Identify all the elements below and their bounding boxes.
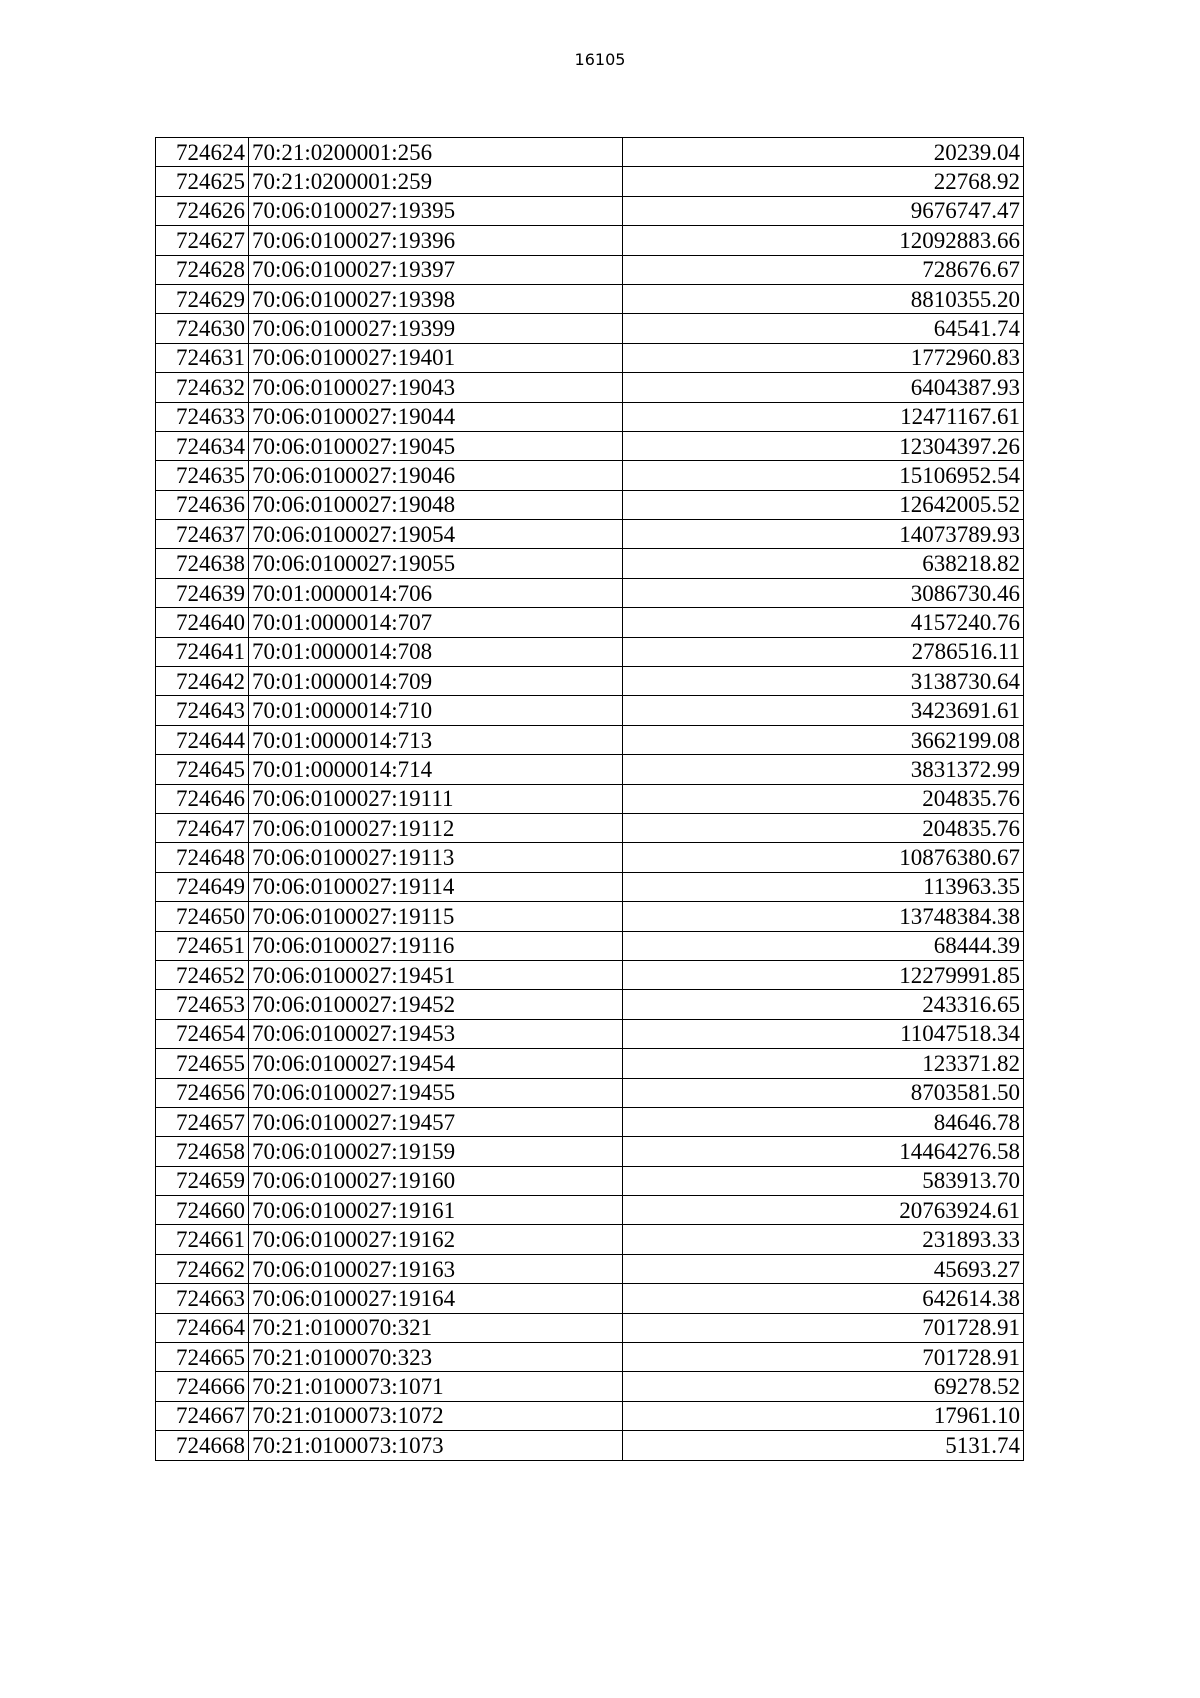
cadastral-number-cell: 70:01:0000014:713 bbox=[249, 725, 623, 754]
value-cell: 642614.38 bbox=[623, 1284, 1024, 1313]
value-cell: 14073789.93 bbox=[623, 520, 1024, 549]
row-id-cell: 724636 bbox=[156, 490, 249, 519]
value-cell: 113963.35 bbox=[623, 872, 1024, 901]
row-id-cell: 724626 bbox=[156, 196, 249, 225]
value-cell: 3086730.46 bbox=[623, 578, 1024, 607]
value-cell: 15106952.54 bbox=[623, 461, 1024, 490]
row-id-cell: 724624 bbox=[156, 138, 249, 167]
value-cell: 69278.52 bbox=[623, 1372, 1024, 1401]
value-cell: 8810355.20 bbox=[623, 284, 1024, 313]
table-row bbox=[156, 1078, 1024, 1107]
value-cell: 4157240.76 bbox=[623, 608, 1024, 637]
cadastral-number-cell: 70:06:0100027:19457 bbox=[249, 1107, 623, 1136]
table-row bbox=[156, 549, 1024, 578]
value-cell: 1772960.83 bbox=[623, 343, 1024, 372]
cadastral-number-cell: 70:01:0000014:710 bbox=[249, 696, 623, 725]
cadastral-number-cell: 70:01:0000014:714 bbox=[249, 755, 623, 784]
table-row bbox=[156, 343, 1024, 372]
cadastral-number-cell: 70:06:0100027:19162 bbox=[249, 1225, 623, 1254]
value-cell: 9676747.47 bbox=[623, 196, 1024, 225]
cadastral-number-cell: 70:06:0100027:19115 bbox=[249, 902, 623, 931]
table-row bbox=[156, 226, 1024, 255]
table-row bbox=[156, 490, 1024, 519]
row-id-cell: 724662 bbox=[156, 1254, 249, 1283]
table-row bbox=[156, 1196, 1024, 1225]
value-cell: 84646.78 bbox=[623, 1107, 1024, 1136]
row-id-cell: 724663 bbox=[156, 1284, 249, 1313]
table-row bbox=[156, 255, 1024, 284]
row-id-cell: 724627 bbox=[156, 226, 249, 255]
table-row bbox=[156, 784, 1024, 813]
row-id-cell: 724643 bbox=[156, 696, 249, 725]
value-cell: 10876380.67 bbox=[623, 843, 1024, 872]
cadastral-number-cell: 70:21:0200001:259 bbox=[249, 167, 623, 196]
row-id-cell: 724665 bbox=[156, 1343, 249, 1372]
table-row bbox=[156, 755, 1024, 784]
row-id-cell: 724632 bbox=[156, 373, 249, 402]
value-cell: 11047518.34 bbox=[623, 1019, 1024, 1048]
value-cell: 3662199.08 bbox=[623, 725, 1024, 754]
table-row bbox=[156, 813, 1024, 842]
cadastral-number-cell: 70:21:0100073:1071 bbox=[249, 1372, 623, 1401]
table-row bbox=[156, 314, 1024, 343]
table-row bbox=[156, 902, 1024, 931]
value-cell: 22768.92 bbox=[623, 167, 1024, 196]
cadastral-number-cell: 70:06:0100027:19454 bbox=[249, 1049, 623, 1078]
value-cell: 8703581.50 bbox=[623, 1078, 1024, 1107]
table-row bbox=[156, 1166, 1024, 1195]
table-row bbox=[156, 1254, 1024, 1283]
row-id-cell: 724658 bbox=[156, 1137, 249, 1166]
row-id-cell: 724637 bbox=[156, 520, 249, 549]
table-row bbox=[156, 1019, 1024, 1048]
row-id-cell: 724654 bbox=[156, 1019, 249, 1048]
table-row bbox=[156, 284, 1024, 313]
row-id-cell: 724657 bbox=[156, 1107, 249, 1136]
cadastral-number-cell: 70:06:0100027:19451 bbox=[249, 960, 623, 989]
value-cell: 12092883.66 bbox=[623, 226, 1024, 255]
table-row bbox=[156, 1372, 1024, 1401]
table-row bbox=[156, 1225, 1024, 1254]
cadastral-number-cell: 70:01:0000014:708 bbox=[249, 637, 623, 666]
cadastral-number-cell: 70:01:0000014:706 bbox=[249, 578, 623, 607]
value-cell: 2786516.11 bbox=[623, 637, 1024, 666]
cadastral-number-cell: 70:06:0100027:19113 bbox=[249, 843, 623, 872]
value-cell: 3138730.64 bbox=[623, 667, 1024, 696]
value-cell: 20239.04 bbox=[623, 138, 1024, 167]
value-cell: 64541.74 bbox=[623, 314, 1024, 343]
cadastral-number-cell: 70:06:0100027:19048 bbox=[249, 490, 623, 519]
value-cell: 204835.76 bbox=[623, 784, 1024, 813]
value-cell: 701728.91 bbox=[623, 1343, 1024, 1372]
row-id-cell: 724635 bbox=[156, 461, 249, 490]
cadastral-number-cell: 70:21:0100073:1073 bbox=[249, 1431, 623, 1460]
cadastral-number-cell: 70:06:0100027:19395 bbox=[249, 196, 623, 225]
cadastral-number-cell: 70:06:0100027:19046 bbox=[249, 461, 623, 490]
row-id-cell: 724667 bbox=[156, 1401, 249, 1430]
row-id-cell: 724660 bbox=[156, 1196, 249, 1225]
cadastral-number-cell: 70:06:0100027:19112 bbox=[249, 813, 623, 842]
cadastral-number-cell: 70:06:0100027:19160 bbox=[249, 1166, 623, 1195]
row-id-cell: 724649 bbox=[156, 872, 249, 901]
row-id-cell: 724628 bbox=[156, 255, 249, 284]
value-cell: 45693.27 bbox=[623, 1254, 1024, 1283]
cadastral-number-cell: 70:06:0100027:19159 bbox=[249, 1137, 623, 1166]
table-row bbox=[156, 608, 1024, 637]
cadastral-number-cell: 70:06:0100027:19116 bbox=[249, 931, 623, 960]
table-row bbox=[156, 1107, 1024, 1136]
value-cell: 12471167.61 bbox=[623, 402, 1024, 431]
table-row bbox=[156, 1049, 1024, 1078]
value-cell: 5131.74 bbox=[623, 1431, 1024, 1460]
row-id-cell: 724666 bbox=[156, 1372, 249, 1401]
row-id-cell: 724648 bbox=[156, 843, 249, 872]
cadastral-number-cell: 70:06:0100027:19055 bbox=[249, 549, 623, 578]
row-id-cell: 724668 bbox=[156, 1431, 249, 1460]
value-cell: 12642005.52 bbox=[623, 490, 1024, 519]
table-row bbox=[156, 373, 1024, 402]
cadastral-number-cell: 70:06:0100027:19399 bbox=[249, 314, 623, 343]
cadastral-number-cell: 70:21:0100070:323 bbox=[249, 1343, 623, 1372]
value-cell: 583913.70 bbox=[623, 1166, 1024, 1195]
value-cell: 231893.33 bbox=[623, 1225, 1024, 1254]
cadastral-number-cell: 70:06:0100027:19114 bbox=[249, 872, 623, 901]
table-row bbox=[156, 461, 1024, 490]
table-row bbox=[156, 1313, 1024, 1342]
cadastral-number-cell: 70:06:0100027:19043 bbox=[249, 373, 623, 402]
cadastral-number-cell: 70:01:0000014:709 bbox=[249, 667, 623, 696]
cadastral-number-cell: 70:06:0100027:19054 bbox=[249, 520, 623, 549]
table-row bbox=[156, 167, 1024, 196]
cadastral-number-cell: 70:06:0100027:19111 bbox=[249, 784, 623, 813]
cadastral-number-cell: 70:06:0100027:19045 bbox=[249, 431, 623, 460]
row-id-cell: 724650 bbox=[156, 902, 249, 931]
row-id-cell: 724625 bbox=[156, 167, 249, 196]
cadastral-number-cell: 70:21:0100070:321 bbox=[249, 1313, 623, 1342]
value-cell: 68444.39 bbox=[623, 931, 1024, 960]
cadastral-number-cell: 70:06:0100027:19164 bbox=[249, 1284, 623, 1313]
row-id-cell: 724659 bbox=[156, 1166, 249, 1195]
value-cell: 12304397.26 bbox=[623, 431, 1024, 460]
table-row bbox=[156, 990, 1024, 1019]
table-row bbox=[156, 520, 1024, 549]
row-id-cell: 724645 bbox=[156, 755, 249, 784]
cadastral-number-cell: 70:06:0100027:19401 bbox=[249, 343, 623, 372]
cadastral-number-cell: 70:06:0100027:19396 bbox=[249, 226, 623, 255]
row-id-cell: 724653 bbox=[156, 990, 249, 1019]
row-id-cell: 724646 bbox=[156, 784, 249, 813]
table-row bbox=[156, 872, 1024, 901]
value-cell: 638218.82 bbox=[623, 549, 1024, 578]
cadastral-number-cell: 70:06:0100027:19161 bbox=[249, 1196, 623, 1225]
row-id-cell: 724656 bbox=[156, 1078, 249, 1107]
table-row bbox=[156, 637, 1024, 666]
cadastral-number-cell: 70:21:0100073:1072 bbox=[249, 1401, 623, 1430]
table-row bbox=[156, 960, 1024, 989]
cadastral-number-cell: 70:06:0100027:19163 bbox=[249, 1254, 623, 1283]
cadastral-number-cell: 70:06:0100027:19044 bbox=[249, 402, 623, 431]
table-row bbox=[156, 667, 1024, 696]
row-id-cell: 724647 bbox=[156, 813, 249, 842]
cadastral-number-cell: 70:06:0100027:19455 bbox=[249, 1078, 623, 1107]
value-cell: 123371.82 bbox=[623, 1049, 1024, 1078]
value-cell: 3831372.99 bbox=[623, 755, 1024, 784]
table-row bbox=[156, 843, 1024, 872]
table-row bbox=[156, 431, 1024, 460]
value-cell: 17961.10 bbox=[623, 1401, 1024, 1430]
row-id-cell: 724633 bbox=[156, 402, 249, 431]
value-cell: 243316.65 bbox=[623, 990, 1024, 1019]
cadastral-number-cell: 70:21:0200001:256 bbox=[249, 138, 623, 167]
value-cell: 728676.67 bbox=[623, 255, 1024, 284]
value-cell: 14464276.58 bbox=[623, 1137, 1024, 1166]
value-cell: 20763924.61 bbox=[623, 1196, 1024, 1225]
value-cell: 12279991.85 bbox=[623, 960, 1024, 989]
cadastral-value-table bbox=[155, 137, 1024, 1461]
cadastral-number-cell: 70:06:0100027:19398 bbox=[249, 284, 623, 313]
row-id-cell: 724639 bbox=[156, 578, 249, 607]
row-id-cell: 724651 bbox=[156, 931, 249, 960]
table-row bbox=[156, 1401, 1024, 1430]
table-row bbox=[156, 931, 1024, 960]
row-id-cell: 724655 bbox=[156, 1049, 249, 1078]
value-cell: 204835.76 bbox=[623, 813, 1024, 842]
cadastral-number-cell: 70:06:0100027:19452 bbox=[249, 990, 623, 1019]
page-number: 16105 bbox=[574, 50, 626, 69]
row-id-cell: 724631 bbox=[156, 343, 249, 372]
row-id-cell: 724634 bbox=[156, 431, 249, 460]
table-row bbox=[156, 725, 1024, 754]
row-id-cell: 724638 bbox=[156, 549, 249, 578]
value-cell: 13748384.38 bbox=[623, 902, 1024, 931]
table-row bbox=[156, 1284, 1024, 1313]
row-id-cell: 724652 bbox=[156, 960, 249, 989]
row-id-cell: 724629 bbox=[156, 284, 249, 313]
table-row bbox=[156, 1137, 1024, 1166]
value-cell: 701728.91 bbox=[623, 1313, 1024, 1342]
table-row bbox=[156, 1343, 1024, 1372]
row-id-cell: 724664 bbox=[156, 1313, 249, 1342]
table-row bbox=[156, 1431, 1024, 1460]
table-body bbox=[156, 138, 1024, 1461]
table-row bbox=[156, 138, 1024, 167]
value-cell: 6404387.93 bbox=[623, 373, 1024, 402]
cadastral-number-cell: 70:06:0100027:19453 bbox=[249, 1019, 623, 1048]
table-row bbox=[156, 402, 1024, 431]
table-row bbox=[156, 578, 1024, 607]
row-id-cell: 724641 bbox=[156, 637, 249, 666]
row-id-cell: 724661 bbox=[156, 1225, 249, 1254]
cadastral-number-cell: 70:06:0100027:19397 bbox=[249, 255, 623, 284]
row-id-cell: 724642 bbox=[156, 667, 249, 696]
row-id-cell: 724630 bbox=[156, 314, 249, 343]
row-id-cell: 724644 bbox=[156, 725, 249, 754]
cadastral-number-cell: 70:01:0000014:707 bbox=[249, 608, 623, 637]
value-cell: 3423691.61 bbox=[623, 696, 1024, 725]
table-row bbox=[156, 696, 1024, 725]
row-id-cell: 724640 bbox=[156, 608, 249, 637]
table-row bbox=[156, 196, 1024, 225]
